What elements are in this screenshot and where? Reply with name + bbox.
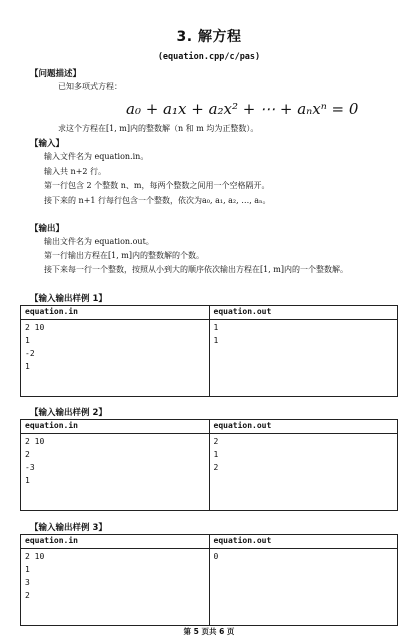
sample-3-in-cell (21, 549, 210, 626)
sample-1-in-line: 1 (25, 336, 30, 345)
sample-1-in-header: equation.in (21, 306, 210, 320)
problem-files: (equation.cpp/c/pas) (157, 52, 261, 62)
sample-2-out-line: 2 (213, 463, 219, 472)
sample-2-out-header: equation.out (209, 420, 398, 434)
description-task: 求这个方程在[1, m]内的整数解（n 和 m 均为正整数）。 (58, 124, 259, 133)
sample-1-in-line: -2 (25, 349, 35, 358)
page-footer: 第 5 页共 6 页 (183, 627, 235, 636)
sample-1-table (20, 305, 398, 397)
sample-2-table (20, 419, 398, 511)
output-line-1: 输出文件名为 equation.out。 (44, 237, 154, 246)
sample-3-table (20, 534, 398, 626)
sample-2-in-line: 2 10 (25, 437, 45, 446)
sample-1-out-cell (209, 320, 398, 397)
sample-1-in-cell (21, 320, 210, 397)
sample-1-out-header: equation.out (209, 306, 398, 320)
sample-1-heading: 【输入输出样例 1】 (30, 294, 107, 304)
description-heading: 【问题描述】 (30, 69, 82, 79)
sample-1-out-line: 1 (213, 323, 219, 332)
input-line-3: 第一行包含 2 个整数 n、m，每两个整数之间用一个空格隔开。 (44, 181, 270, 190)
polynomial-formula: a₀ + a₁x + a₂x² + ⋯ + aₙxⁿ = 0 (126, 100, 359, 118)
sample-2-out-line: 1 (213, 450, 219, 459)
input-line-4: 接下来的 n+1 行每行包含一个整数，依次为a₀, a₁, a₂, …, aₙ。 (44, 196, 271, 205)
sample-3-out-line: 0 (213, 552, 219, 561)
input-heading: 【输入】 (30, 139, 65, 149)
output-line-2: 第一行输出方程在[1, m]内的整数解的个数。 (44, 251, 205, 260)
output-heading: 【输出】 (30, 224, 65, 234)
sample-3-in-line: 2 (25, 591, 30, 600)
sample-2-in-line: -3 (25, 463, 35, 472)
input-line-1: 输入文件名为 equation.in。 (44, 152, 149, 161)
sample-3-in-line: 1 (25, 565, 30, 574)
sample-2-heading: 【输入输出样例 2】 (30, 408, 107, 418)
sample-3-in-line: 2 10 (25, 552, 45, 561)
sample-2-out-line: 2 (213, 437, 219, 446)
sample-2-in-line: 1 (25, 476, 30, 485)
sample-2-in-header: equation.in (21, 420, 210, 434)
sample-1-in-line: 2 10 (25, 323, 45, 332)
sample-2-in-cell (21, 434, 210, 511)
sample-3-out-header: equation.out (209, 535, 398, 549)
sample-1-in-line: 1 (25, 362, 30, 371)
sample-1-out-line: 1 (213, 336, 219, 345)
problem-title: 3. 解方程 (176, 29, 242, 45)
sample-3-in-line: 3 (25, 578, 30, 587)
output-line-3: 接下来每一行一个整数，按照从小到大的顺序依次输出方程在[1, m]内的一个整数解。 (44, 265, 349, 274)
description-intro: 已知多项式方程： (58, 82, 122, 91)
sample-2-out-cell (209, 434, 398, 511)
sample-3-heading: 【输入输出样例 3】 (30, 523, 107, 533)
sample-2-in-line: 2 (25, 450, 30, 459)
sample-3-in-header: equation.in (21, 535, 210, 549)
input-line-2: 输入共 n+2 行。 (44, 167, 107, 176)
sample-3-out-cell (209, 549, 398, 626)
